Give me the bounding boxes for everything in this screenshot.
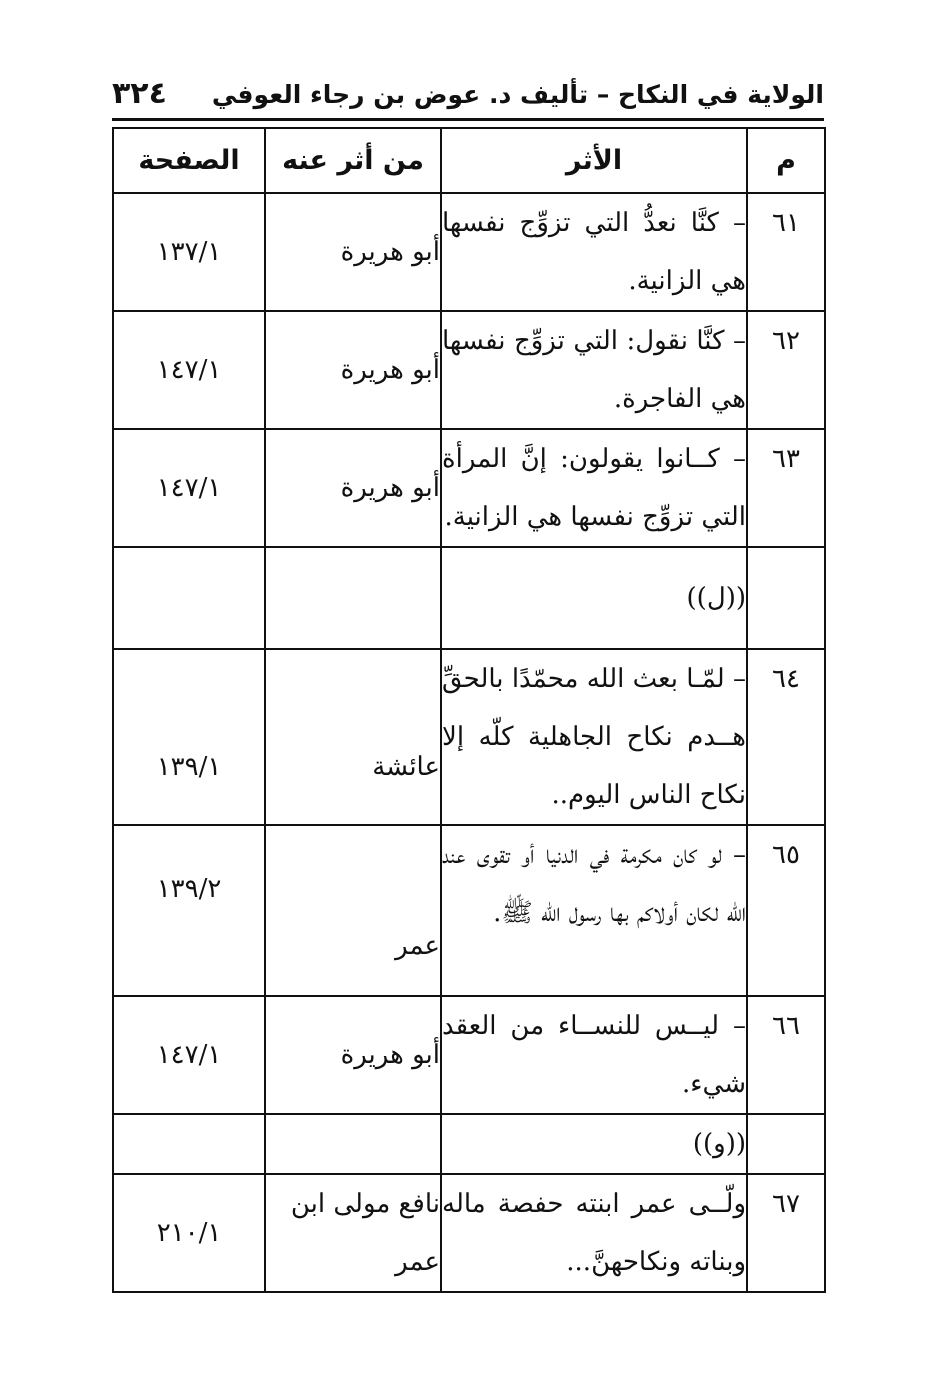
athar-text: – كنَّا نقول: التي تزوِّج نفسها هي الفاجرة. [441, 311, 747, 429]
row-number: ٦٧ [747, 1174, 825, 1292]
empty-cell [113, 1114, 265, 1174]
page-reference: ١٣٧/١ [113, 193, 265, 311]
table-row [113, 996, 825, 1114]
empty-cell [265, 1114, 441, 1174]
page-reference: ١٣٩/٢ [113, 825, 265, 996]
row-number: ٦٦ [747, 996, 825, 1114]
athar-text: – كنَّا نعدُّ التي تزوِّج نفسها هي الزانية. [441, 193, 747, 311]
col-header-page: الصفحة [113, 128, 265, 193]
col-header-number: م [747, 128, 825, 193]
book-title: الولاية في النكاح – تأليف د. عوض بن رجاء العوفي [211, 80, 824, 109]
narrator: نافع مولى ابن عمر [265, 1174, 441, 1292]
row-number: ٦٥ [747, 825, 825, 996]
narrator: عمر [265, 825, 441, 996]
row-number: ٦٤ [747, 649, 825, 825]
athar-index-table [112, 127, 826, 1293]
table-row [113, 649, 825, 825]
table-header-row [113, 128, 825, 193]
row-number: ٦٣ [747, 429, 825, 547]
page-reference: ١٤٧/١ [113, 311, 265, 429]
table-row [113, 193, 825, 311]
narrator: أبو هريرة [265, 429, 441, 547]
narrator: أبو هريرة [265, 996, 441, 1114]
running-header [112, 74, 824, 121]
letter-divider-row [113, 547, 825, 649]
page-reference: ١٤٧/١ [113, 996, 265, 1114]
athar-text: ولّــى عمر ابنته حفصة ماله وبناته ونكاحهنَّ... [441, 1174, 747, 1292]
page-reference: ١٤٧/١ [113, 429, 265, 547]
athar-text: – لو كان مكرمة في الدنيا أو تقوى عند الله لكان أولاكم بها رسول الله ﷺ. [441, 825, 747, 996]
col-header-narrator: من أثر عنه [265, 128, 441, 193]
row-number: ٦١ [747, 193, 825, 311]
letter-heading: ((و)) [441, 1114, 747, 1174]
empty-cell [265, 547, 441, 649]
empty-cell [747, 547, 825, 649]
letter-heading: ((ل)) [441, 547, 747, 649]
narrator: عائشة [265, 649, 441, 825]
table-row [113, 311, 825, 429]
empty-cell [113, 547, 265, 649]
athar-text: – لمّـا بعث الله محمّدًا بالحقِّ هــدم نكاح الجاهلية كلّه إلا نكاح الناس اليوم.. [441, 649, 747, 825]
page-reference: ١٣٩/١ [113, 649, 265, 825]
athar-text: – ليــس للنســاء من العقد شيء. [441, 996, 747, 1114]
page-number: ٣٢٤ [112, 76, 167, 111]
page-reference: ٢١٠/١ [113, 1174, 265, 1292]
col-header-athar: الأثر [441, 128, 747, 193]
table-row [113, 429, 825, 547]
table-row [113, 1174, 825, 1292]
table-row [113, 825, 825, 996]
narrator: أبو هريرة [265, 311, 441, 429]
narrator: أبو هريرة [265, 193, 441, 311]
empty-cell [747, 1114, 825, 1174]
letter-divider-row [113, 1114, 825, 1174]
row-number: ٦٢ [747, 311, 825, 429]
athar-text: – كــانوا يقولون: إنَّ المرأة التي تزوِّج نفسها هي الزانية. [441, 429, 747, 547]
